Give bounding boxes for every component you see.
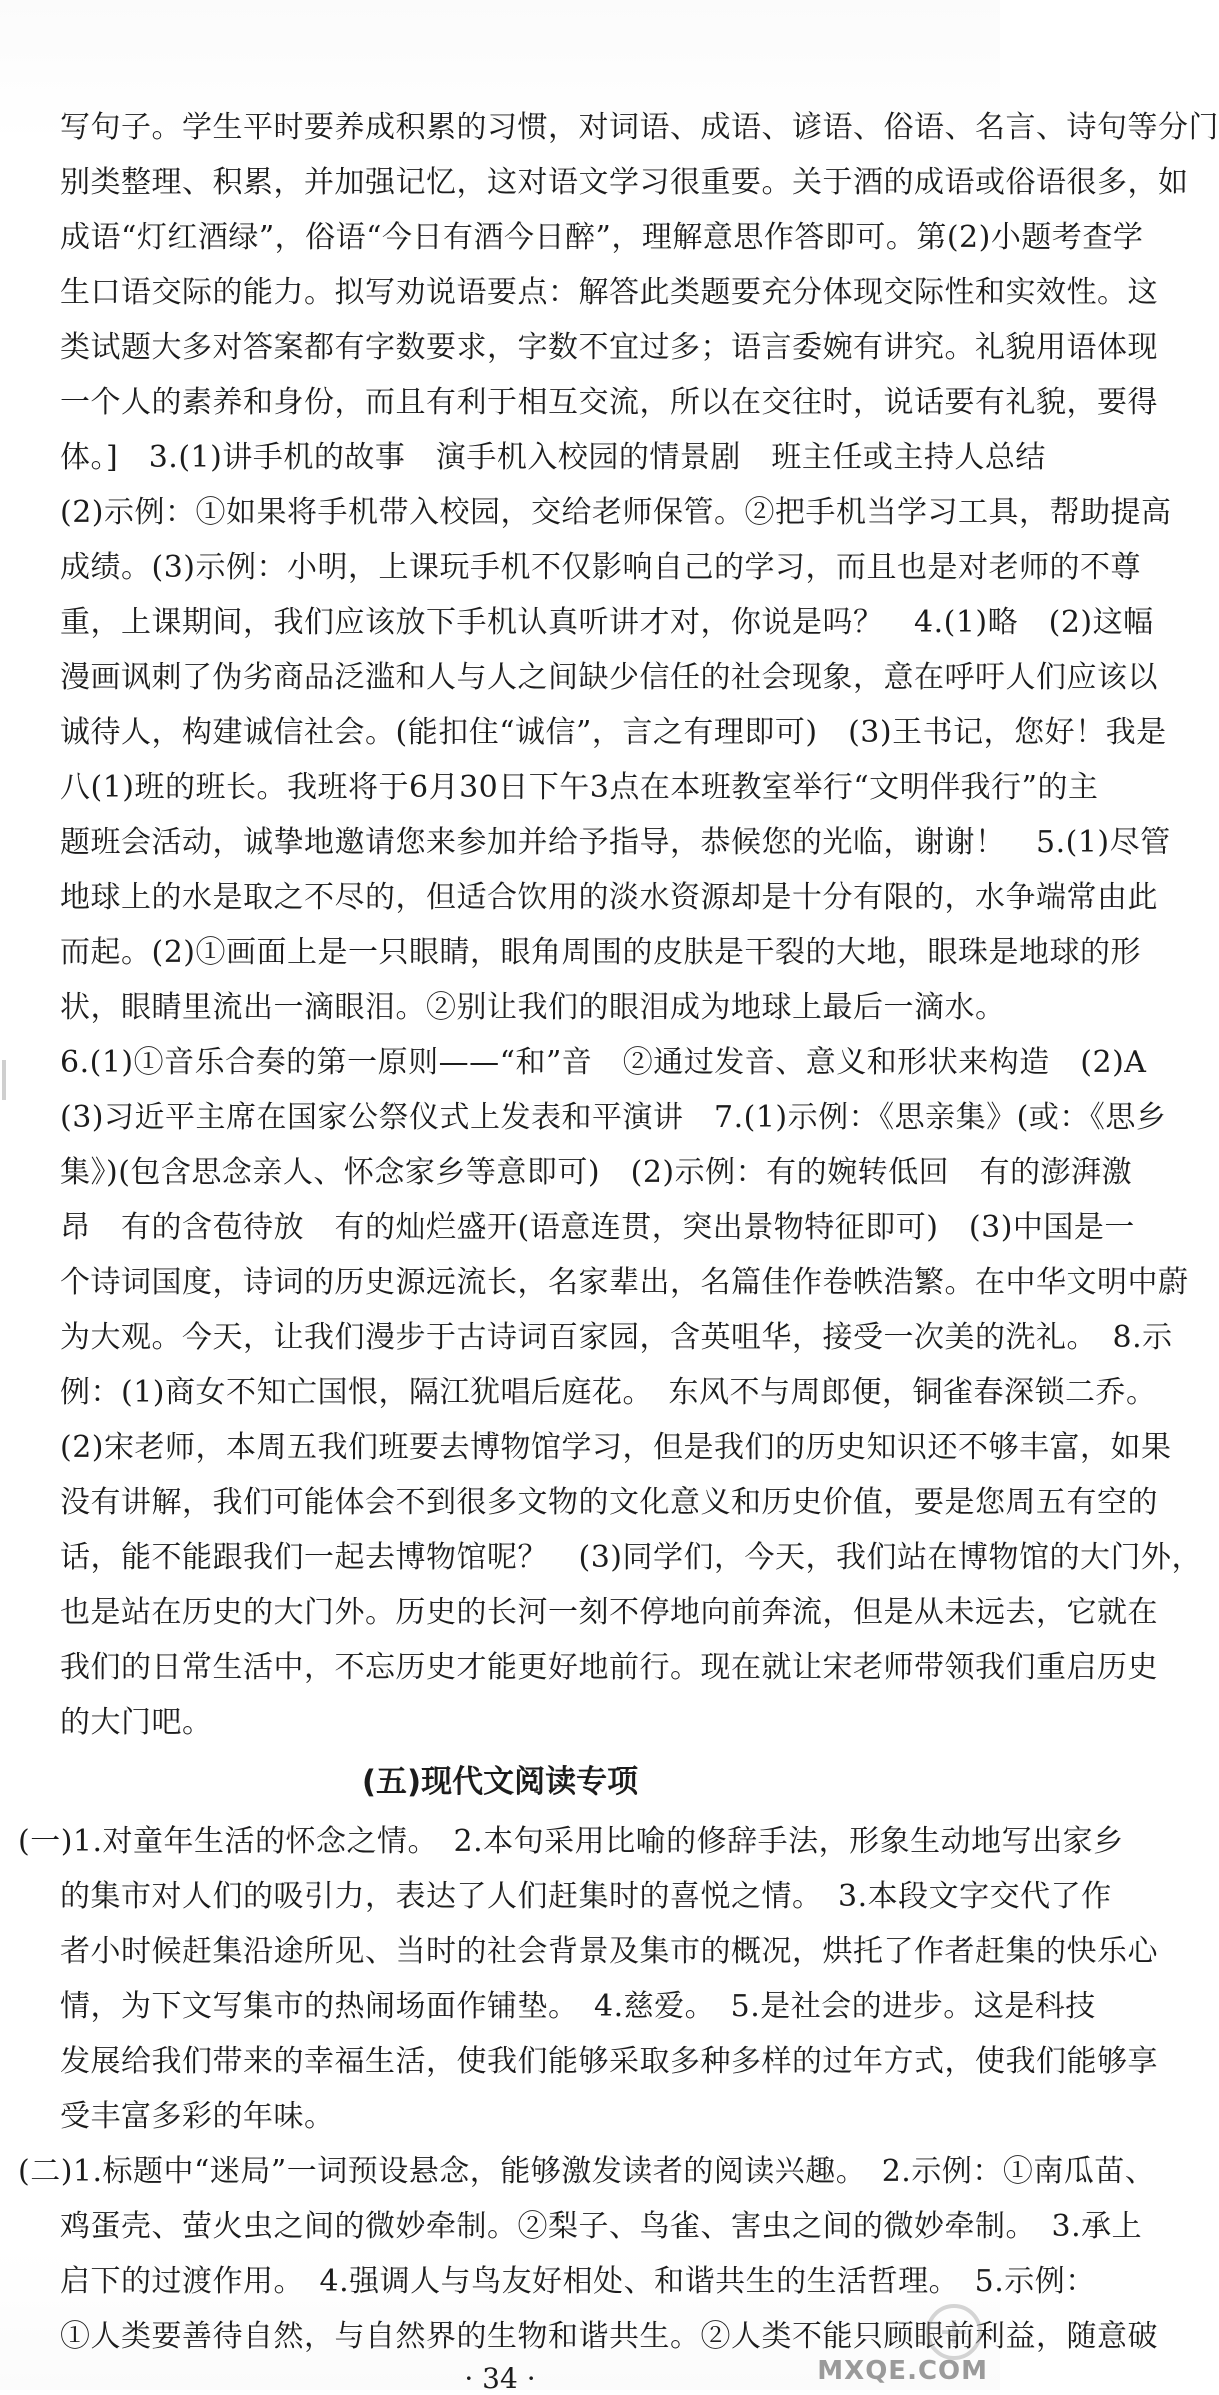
answer-line: 我们的日常生活中，不忘历史才能更好地前行。现在就让宋老师带领我们重启历史 [60, 1650, 1158, 1685]
section-line: 启下的过渡作用。 4.强调人与鸟友好相处、和谐共生的生活哲理。 5.示例： [60, 2264, 1096, 2299]
answer-line: 诚待人，构建诚信社会。(能扣住“诚信”，言之有理即可) (3)王书记，您好！我是 [60, 715, 1167, 750]
section-line: 鸡蛋壳、萤火虫之间的微妙牵制。②梨子、鸟雀、害虫之间的微妙牵制。 3.承上 [60, 2209, 1143, 2244]
section-line: 情，为下文写集市的热闹场面作铺垫。 4.慈爱。 5.是社会的进步。这是科技 [60, 1989, 1096, 2024]
answer-line: 漫画讽刺了伪劣商品泛滥和人与人之间缺少信任的社会现象，意在呼吁人们应该以 [60, 660, 1158, 695]
section-line: 的集市对人们的吸引力，表达了人们赶集时的喜悦之情。 3.本段文字交代了作 [60, 1879, 1112, 1914]
answer-line: 例：(1)商女不知亡国恨，隔江犹唱后庭花。 东风不与周郎便，铜雀春深锁二乔。 [60, 1375, 1157, 1410]
answer-line: 写句子。学生平时要养成积累的习惯，对词语、成语、谚语、俗语、名言、诗句等分门 [60, 110, 1219, 145]
answer-line: 生口语交际的能力。拟写劝说语要点：解答此类题要充分体现交际性和实效性。这 [60, 275, 1158, 310]
answer-line: 也是站在历史的大门外。历史的长河一刻不停地向前奔流，但是从未远去，它就在 [60, 1595, 1158, 1630]
answer-line: 没有讲解，我们可能体会不到很多文物的文化意义和历史价值，要是您周五有空的 [60, 1485, 1158, 1520]
answer-line: 成绩。(3)示例：小明，上课玩手机不仅影响自己的学习，而且也是对老师的不尊 [60, 550, 1141, 585]
answer-line: 集》)(包含思念亲人、怀念家乡等意即可) (2)示例：有的婉转低回 有的澎湃激 [60, 1155, 1133, 1190]
answer-line: 体。] 3.(1)讲手机的故事 演手机入校园的情景剧 班主任或主持人总结 [60, 440, 1046, 475]
answer-line: (3)习近平主席在国家公祭仪式上发表和平演讲 7.(1)示例：《思亲集》(或：《思乡 [60, 1100, 1167, 1135]
answer-line: 重，上课期间，我们应该放下手机认真听讲才对，你说是吗？ 4.(1)略 (2)这幅 [60, 605, 1154, 640]
answer-line: 的大门吧。 [60, 1705, 213, 1740]
answer-line: 题班会活动，诚挚地邀请您来参加并给予指导，恭候您的光临，谢谢！ 5.(1)尽管 [60, 825, 1171, 860]
section-heading: (五)现代文阅读专项 [361, 1764, 639, 1800]
section-line: (二)1.标题中“迷局”一词预设悬念，能够激发读者的阅读兴趣。 2.示例：①南瓜苗、 [18, 2154, 1156, 2189]
answer-line: (2)宋老师，本周五我们班要去博物馆学习，但是我们的历史知识还不够丰富，如果 [60, 1430, 1172, 1465]
answer-line: 地球上的水是取之不尽的，但适合饮用的淡水资源却是十分有限的，水争端常由此 [60, 880, 1158, 915]
answer-line: 个诗词国度，诗词的历史源远流长，名家辈出，名篇佳作卷帙浩繁。在中华文明中蔚 [60, 1265, 1189, 1300]
answer-line: 为大观。今天，让我们漫步于古诗词百家园，含英咀华，接受一次美的洗礼。 8.示 [60, 1320, 1173, 1355]
answer-line: 别类整理、积累，并加强记忆，这对语文学习很重要。关于酒的成语或俗语很多，如 [60, 165, 1189, 200]
page-number: · 34 · [464, 2362, 536, 2395]
section-line: 者小时候赶集沿途所见、当时的社会背景及集市的概况，烘托了作者赶集的快乐心 [60, 1934, 1158, 1969]
answer-line: 状，眼睛里流出一滴眼泪。②别让我们的眼泪成为地球上最后一滴水。 [60, 990, 1006, 1025]
section-line: 受丰富多彩的年味。 [60, 2099, 335, 2134]
answer-line: 6.(1)①音乐合奏的第一原则——“和”音 ②通过发音、意义和形状来构造 (2)A [60, 1045, 1147, 1080]
binding-edge-mark [2, 1060, 6, 1100]
answer-line: 成语“灯红酒绿”，俗语“今日有酒今日醉”，理解意思作答即可。第(2)小题考查学 [60, 220, 1144, 255]
answer-line: 话，能不能跟我们一起去博物馆呢？ (3)同学们，今天，我们站在博物馆的大门外， [60, 1540, 1202, 1575]
answer-line: 八(1)班的班长。我班将于6月30日下午3点在本班教室举行“文明伴我行”的主 [60, 770, 1099, 805]
watermark-text: MXQE.COM [817, 2356, 988, 2386]
answer-line: 昂 有的含苞待放 有的灿烂盛开(语意连贯，突出景物特征即可) (3)中国是一 [60, 1210, 1135, 1245]
answer-line: 一个人的素养和身份，而且有利于相互交流，所以在交往时，说话要有礼貌，要得 [60, 385, 1158, 420]
section-line: 发展给我们带来的幸福生活，使我们能够采取多种多样的过年方式，使我们能够享 [60, 2044, 1158, 2079]
answer-line: 类试题大多对答案都有字数要求，字数不宜过多；语言委婉有讲究。礼貌用语体现 [60, 330, 1158, 365]
section-line: ①人类要善待自然，与自然界的生物和谐共生。②人类不能只顾眼前利益，随意破 [60, 2319, 1158, 2354]
section-line: (一)1.对童年生活的怀念之情。 2.本句采用比喻的修辞手法，形象生动地写出家乡 [18, 1824, 1124, 1859]
answer-line: (2)示例：①如果将手机带入校园，交给老师保管。②把手机当学习工具，帮助提高 [60, 495, 1172, 530]
answer-line: 而起。(2)①画面上是一只眼睛，眼角周围的皮肤是干裂的大地，眼珠是地球的形 [60, 935, 1141, 970]
